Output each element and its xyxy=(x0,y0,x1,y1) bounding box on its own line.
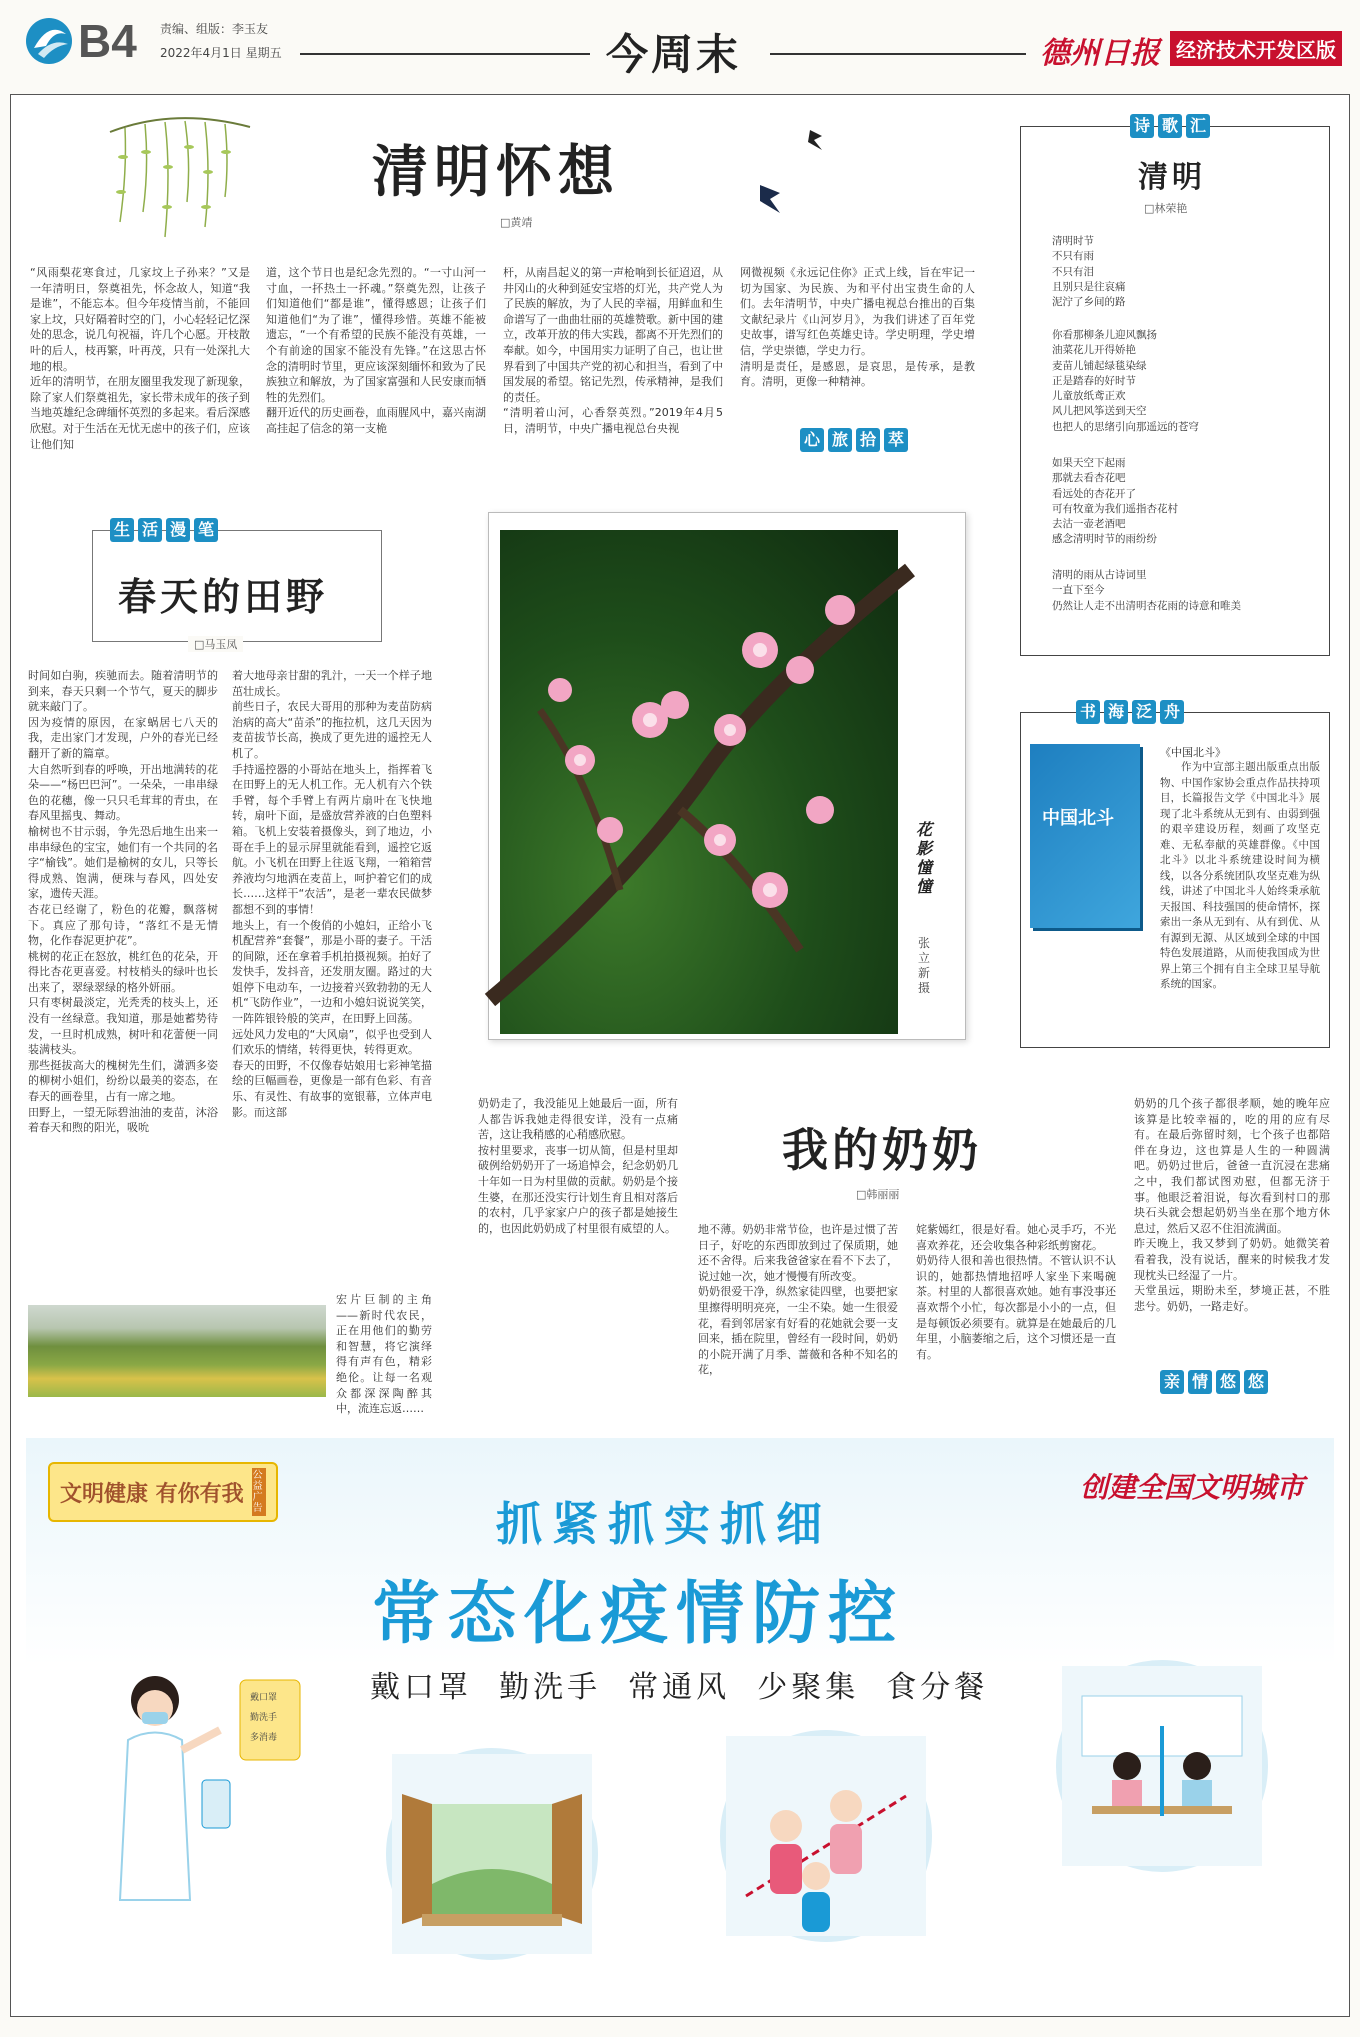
field-photo xyxy=(28,1305,326,1397)
tag-char: 生 xyxy=(110,518,134,542)
poem-stanza-3: 如果天空下起雨 那就去看杏花吧 看远处的杏花开了 可有牧童为我们遥指杏花村 去沽一壶老酒吧 感念清明时节的雨纷纷 xyxy=(1052,457,1178,546)
article2-author: □马玉凤 xyxy=(188,636,243,652)
book-title: 《中国北斗》 xyxy=(1160,746,1226,759)
article1-col2: 道，这个节日也是纪念先烈的。“一寸山河一寸血，一抔热土一抔魂。”祭奠先烈，让孩子们知道他们“都是谁”，懂得感恩；让孩子们知道他们“为了谁”，懂得珍惜。英雄不能被遗忘，“一个有希望的民族不能没有英雄，一个有前途的国家不能没有先锋。”在这思古怀念的清明时节里，更应该深刻缅怀和致为了民族独立和解放，为了国家富强和人民安康而牺牲的先烈们。 翻开近代的历史画卷，血雨腥风中，嘉兴南湖高挂起了信念的第一支桅 xyxy=(266,266,486,435)
tag-char: 歌 xyxy=(1158,114,1182,138)
article3-col1: 奶奶走了，我没能见上她最后一面，所有人都告诉我她走得很安详，没有一点痛苦，这让我稍感的心稍感欣慰。 按村里要求，丧事一切从简，但是村里却破例给奶奶开了一场追悼会，纪念奶奶几十年如一日为村里做的贡献。奶奶是个接生婆，在那还没实行计划生育且相对落后的农村，几乎家家户户的孩子都是她接生的，也因此奶奶成了村里很有威望的人。 xyxy=(478,1097,678,1235)
header-rule-left xyxy=(300,53,590,55)
poem-stanza-2: 你看那柳条儿迎风飘扬 油菜花儿开得娇艳 麦苗儿铺起绿毯染绿 正是踏春的好时节 儿童放纸鸢正欢 风儿把风筝送到天空 也把人的思绪引向那遥远的苍穹 xyxy=(1052,329,1199,433)
article3-col2: 地不薄。奶奶非常节俭，也许是过惯了苦日子，好吃的东西即放到过了保质期，她还不舍得。后来我爸爸家在看不下去了，说过她一次，她才慢慢有所改变。 奶奶很爱干净，纵然家徒四壁，也要把家里擦得明明亮亮，一尘不染。她一生很爱花，看到邻居家有好看的花她就会要一支回来，插在院里，曾经有一段时间，奶奶的小院开满了月季、蔷薇和各种不知名的花， xyxy=(698,1223,898,1377)
tag-char: 海 xyxy=(1104,700,1128,724)
tag-char: 汇 xyxy=(1186,114,1210,138)
sign-line: 勤洗手 xyxy=(250,1713,278,1723)
tag-char: 亲 xyxy=(1160,1370,1184,1394)
tag-char: 心 xyxy=(800,428,824,452)
section-title: 今周末 xyxy=(606,30,742,79)
ventilation-illustration xyxy=(386,1748,598,1960)
sign-line: 多消毒 xyxy=(250,1733,278,1743)
article2-col1: 时间如白驹，疾驰而去。随着清明节的到来，春天只剩一个节气，夏天的脚步就来敲门了。 因为疫情的原因，在家蜗居七八天的我，走出家门才发现，户外的春光已经翻开了新的篇章。 大自然听到春的呼唤，开出地满转的花朵——“杨巴巴河”。一朵朵，一串串绿色的花穗，像一只只毛茸茸的青虫，在春风里摇曳、舞动。 榆树也不甘示弱，争先恐后地生出来一串串绿色的宝宝，她们有一个共同的名字“榆钱”。她们是榆树的女儿，只等长得成熟、饱满，便珠与春风，四处安家，遗传天涯。 杏花已经谢了，粉色的花瓣，飘落树下。真应了那句诗，“落红不是无情物，化作春泥更护花”。 桃树的花正在怒放，桃红色的花朵，开得比杏花更喜爱。村枝梢头的绿叶也长出来了，翠绿翠绿的格外妍丽。 只有枣树最淡定，光秃秃的枝头上，还没有一丝绿意。我知道，那是她蓄势待发，一旦时机成熟，树叶和花蕾便一同装满枝头。 那些挺拔高大的槐树先生们，潇洒多姿的柳树小姐们，纷纷以最美的姿态，在春天的画卷里，占有一席之地。 田野上，一望无际碧油油的麦苗，沐浴着春天和煦的阳光，吸吮 xyxy=(28,669,218,1135)
psa-label xyxy=(48,1462,278,1522)
books-column-tag xyxy=(1076,700,1184,724)
doctor-illustration xyxy=(110,1660,310,1930)
paper-name: 德州日报 xyxy=(1040,36,1160,71)
tag-char: 拾 xyxy=(856,428,880,452)
tag-char: 情 xyxy=(1188,1370,1212,1394)
poetry-column-tag xyxy=(1130,114,1210,138)
article1-col1: “风雨梨花寒食过，几家坟上子孙来？”又是一年清明日，祭奠祖先，怀念故人，知道“我是谁”，不能忘本。但今年疫情当前，不能回家上坟，只好隔着时空的门，小心轻轻记忆深处的思念，说几句祝福，许几个心愿。开枝散叶的后人，枝再繁，叶再茂，只有一处深扎大地的根。 近年的清明节，在朋友圈里我发现了新现象，除了家人们祭奠祖先，家长带未成年的孩子到当地英雄纪念碑缅怀英烈的多起来。看后深感欣慰。对于生活在无忧无虑中的孩子们，应该让他们知 xyxy=(30,266,250,451)
psa-label-tag: 公益广告 xyxy=(252,1468,266,1516)
poem-stanza-1: 清明时节 不只有雨 不只有泪 且别只是往哀痛 泥泞了乡间的路 xyxy=(1052,235,1126,309)
article1-author: □黄靖 xyxy=(500,216,533,229)
tag-char: 漫 xyxy=(166,518,190,542)
poem-author: □林荣艳 xyxy=(1144,202,1188,215)
article2-title: 春天的田野 xyxy=(118,574,329,619)
photo-credit: 张立新 摄 xyxy=(918,936,931,995)
psa-headline-2: 常态化疫情防控 xyxy=(372,1575,905,1654)
tag-char: 舟 xyxy=(1160,700,1184,724)
tag-char: 旅 xyxy=(828,428,852,452)
tag-char: 悠 xyxy=(1216,1370,1240,1394)
tag-char: 泛 xyxy=(1132,700,1156,724)
article1-column-tag xyxy=(800,428,908,452)
article1-title: 清明怀想 xyxy=(372,139,620,205)
psa-right-label: 创建全国文明城市 xyxy=(1080,1471,1305,1504)
issue-date: 2022年4月1日 星期五 xyxy=(160,46,282,60)
article2-col3: 宏片巨制的主角——新时代农民，正在用他们的勤劳和智慧，将它演绎得有声有色，精彩绝伦。让每一名观众都深深陶醉其中，流连忘返…… xyxy=(336,1293,432,1416)
dining-illustration xyxy=(1056,1660,1268,1872)
sign-line: 戴口罩 xyxy=(250,1693,278,1703)
page-number: B4 xyxy=(78,15,137,67)
tag-char: 笔 xyxy=(194,518,218,542)
header-rule-right xyxy=(770,53,1026,55)
article1-col3: 杆，从南昌起义的第一声枪响到长征迢迢，从井冈山的火种到延安宝塔的灯光，共产党人为了民族的解放，为了人民的幸福，用鲜血和生命谱写了一曲曲壮丽的英雄赞歌。新中国的建立，改革开放的伟大实践，都离不开先烈们的奉献。如今，中国用实力证明了自己，也让世界看到了中国共产党的初心和担当，看到了中国发展的希望。铭记先烈，传承精神，是我们的责任。 “清明着山河，心香祭英烈。”2019年4月5日，清明节，中央广播电视总台央视 xyxy=(503,266,723,435)
poem-title: 清明 xyxy=(1138,160,1206,195)
article3-column-tag xyxy=(1160,1370,1268,1394)
tag-char: 悠 xyxy=(1244,1370,1268,1394)
article2-col2: 着大地母亲甘甜的乳汁，一天一个样子地茁壮成长。 前些日子，农民大哥用的那种为麦苗防病治病的高大“苗杀”的拖拉机，这几天因为麦苗拔节长高，换成了更先进的遥控无人机了。 手持遥控器的小哥站在地头上，指挥着飞在田野上的无人机工作。无人机有六个铁手臂，每个手臂上有两片扇叶在飞快地转，扇叶下面，是盛放营养液的白色塑料箱。飞机上安装着摄像头，到了地边，小哥在手上的显示屏里就能看到，遥控它返航。小飞机在田野上往返飞翔，一箱箱营养液均匀地洒在麦苗上，呵护着它们的成长……这样干“农活”，是老一辈农民做梦都想不到的事情！ 地头上，有一个俊俏的小媳妇，正给小飞机配营养“套餐”，那是小哥的妻子。干活的间隙，还在拿着手机拍摄视频。拍好了发快手，发抖音，还发朋友圈。路过的大姐停下电动车，一边接着兴致勃勃的无人机“飞防作业”，一边和小媳妇说说笑笑，一阵阵银铃般的笑声，在田野上回荡。 远处风力发电的“大风扇”，似乎也受到人们欢乐的情绪，转得更快，转得更欢。 春天的田野，不仅像春姑娘用七彩神笔描绘的巨幅画卷，更像是一部有色彩、有音乐、有灵性、有故事的宽银幕，立体声电影。而这部 xyxy=(232,669,432,1119)
book-review: 作为中宣部主题出版重点出版物、中国作家协会重点作品扶持项目，长篇报告文学《中国北斗》展现了北斗系统从无到有、由弱到强的艰辛建设历程，刻画了攻坚克难、无私奉献的英雄群像。《中国北斗》以北斗系统建设时间为横线，以各分系统团队攻坚克难为纵线，讲述了中国北斗人始终秉承航天报国、科技强国的使命情怀，探索出一条从无到有、从有到优、从有源到无源、从区域到全球的中国特色发展道路，从而使我国成为世界上第三个拥有自主全球卫星导航系统的国家。 xyxy=(1160,761,1320,990)
swallow-illustration xyxy=(740,120,850,220)
distancing-illustration xyxy=(720,1730,932,1942)
psa-label-text: 文明健康 有你有我 xyxy=(60,1481,244,1507)
tag-char: 活 xyxy=(138,518,162,542)
book-cover-title: 中国北斗 xyxy=(1042,808,1114,829)
book-review-cont xyxy=(1030,932,1320,1032)
article3-col3: 姹紫嫣红，很是好看。她心灵手巧，不光喜欢养花，还会收集各种彩纸剪窗花。 奶奶待人很和善也很热情。不管认识不认识的，她都热情地招呼人家坐下来喝碗茶。村里的人都很喜欢她。她有事没事还喜欢帮个小忙，每次都是小小的一点，但是每顿饭必须要有。就算是在她最后的几年里，小脑萎缩之后，这个习惯还是一直有。 xyxy=(916,1223,1116,1361)
article3-col4: 奶奶的几个孩子都很孝顺，她的晚年应该算是比较幸福的，吃的用的应有尽有。在最后弥留时刻，七个孩子也都陪伴在身边，这也算是人生的一种圆满吧。奶奶过世后，爸爸一直沉浸在悲痛之中，我们都试图劝慰，但都无济于事。他眼泛着泪说，每次看到村口的那块石头就会想起奶奶当坐在那个地方休息过，然后又忍不住泪流满面。 昨天晚上，我又梦到了奶奶。她微笑着看着我，没有说话，醒来的时候我才发现枕头已经湿了一片。 天堂虽远，期盼未至，梦境正甚，不胜悲兮。奶奶，一路走好。 xyxy=(1134,1097,1330,1313)
psa-headline-1: 抓紧抓实抓细 xyxy=(496,1497,832,1551)
article3-author: □韩丽丽 xyxy=(856,1188,900,1201)
willow-illustration xyxy=(105,112,255,242)
article3-title: 我的奶奶 xyxy=(782,1123,982,1177)
tag-char: 萃 xyxy=(884,428,908,452)
tag-char: 书 xyxy=(1076,700,1100,724)
blossom-photo xyxy=(500,530,898,1034)
article1-col4: 网微视频《永远记住你》正式上线，旨在牢记一切为国家、为民族、为和平付出宝贵生命的人们。去年清明节，中央广播电视总台推出的百集文献纪录片《山河岁月》，为我们讲述了百年党史故事，谱写红色英雄史诗。学史明理，学史增信，学史崇德，学史力行。 清明是责任，是感恩，是哀思，是传承，是教育。清明，更像一种精神。 xyxy=(740,266,975,389)
edition-label: 经济技术开发区版 xyxy=(1170,31,1342,66)
poem-stanza-4: 清明的雨从古诗词里 一直下至今 仍然让人走不出清明杏花雨的诗意和唯美 xyxy=(1052,569,1241,612)
psa-slogan: 戴口罩 勤洗手 常通风 少聚集 食分餐 xyxy=(370,1670,989,1705)
book-cover xyxy=(1030,744,1140,928)
article2-column-tag xyxy=(110,518,218,542)
tag-char: 诗 xyxy=(1130,114,1154,138)
editor-credit: 责编、组版：李玉友 xyxy=(160,22,269,36)
paper-logo xyxy=(24,16,74,66)
photo-title: 花影憧憧 xyxy=(916,820,933,896)
